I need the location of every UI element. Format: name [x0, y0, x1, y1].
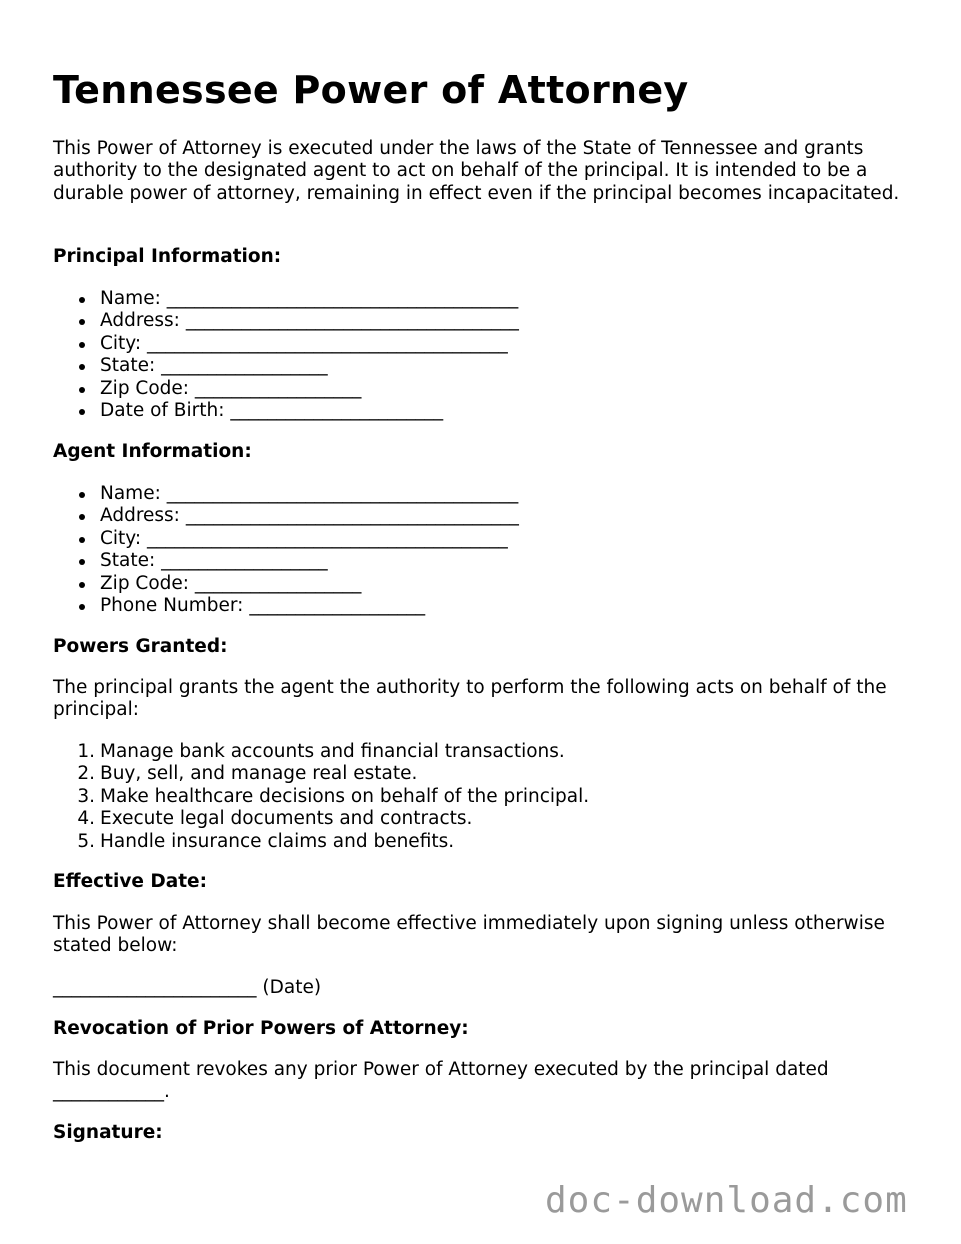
- principal-fields-list: [53, 288, 519, 422]
- effective-heading: Effective Date:: [53, 871, 207, 892]
- agent-address-field[interactable]: Address: ____________________________________: [53, 505, 519, 527]
- revocation-heading: Revocation of Prior Powers of Attorney:: [53, 1018, 469, 1039]
- principal-city-field[interactable]: City: _______________________________________: [53, 333, 519, 355]
- watermark: doc-download.com: [545, 1180, 908, 1221]
- power-item: 4. Execute legal documents and contracts.: [77, 808, 473, 830]
- principal-name-field[interactable]: Name: ______________________________________: [53, 288, 519, 310]
- signature-heading: Signature:: [53, 1122, 163, 1143]
- agent-fields-list: [53, 483, 519, 617]
- powers-heading: Powers Granted:: [53, 636, 228, 657]
- agent-name-field[interactable]: Name: ______________________________________: [53, 483, 519, 505]
- agent-phone-field[interactable]: Phone Number: ___________________: [53, 595, 519, 617]
- effective-date-label: (Date): [262, 977, 322, 998]
- power-item: 2. Buy, sell, and manage real estate.: [77, 763, 418, 785]
- powers-intro: The principal grants the agent the authority to perform the following acts on behalf of the principal:: [53, 677, 887, 721]
- principal-dob-field[interactable]: Date of Birth: _______________________: [53, 400, 519, 422]
- power-item: 3. Make healthcare decisions on behalf of the principal.: [77, 785, 590, 807]
- agent-zip-field[interactable]: Zip Code: __________________: [53, 573, 519, 595]
- revocation-text: This document revokes any prior Power of Attorney executed by the principal dated ____________.: [53, 1059, 829, 1103]
- principal-zip-field[interactable]: Zip Code: __________________: [53, 378, 519, 400]
- principal-address-field[interactable]: Address: ____________________________________: [53, 310, 519, 332]
- intro-paragraph: This Power of Attorney is executed under the laws of the State of Tennessee and grants authority to the designated agent to act on behalf of the principal. It is intended to be a durable power of attorney, remaining in effect even if the principal becomes incapacitated.: [53, 138, 900, 204]
- document-title: Tennessee Power of Attorney: [53, 68, 689, 112]
- principal-state-field[interactable]: State: __________________: [53, 355, 519, 377]
- powers-list: [53, 741, 589, 853]
- agent-heading: Agent Information:: [53, 441, 252, 462]
- effective-date-line: [53, 977, 913, 999]
- effective-date-blank[interactable]: ______________________: [53, 977, 257, 998]
- principal-heading: Principal Information:: [53, 246, 282, 267]
- power-item: 1. Manage bank accounts and financial transactions.: [77, 741, 565, 762]
- agent-city-field[interactable]: City: _______________________________________: [53, 528, 519, 550]
- agent-state-field[interactable]: State: __________________: [53, 550, 519, 572]
- effective-text: This Power of Attorney shall become effective immediately upon signing unless otherwise stated below:: [53, 913, 885, 957]
- power-item: 5. Handle insurance claims and benefits.: [77, 830, 455, 852]
